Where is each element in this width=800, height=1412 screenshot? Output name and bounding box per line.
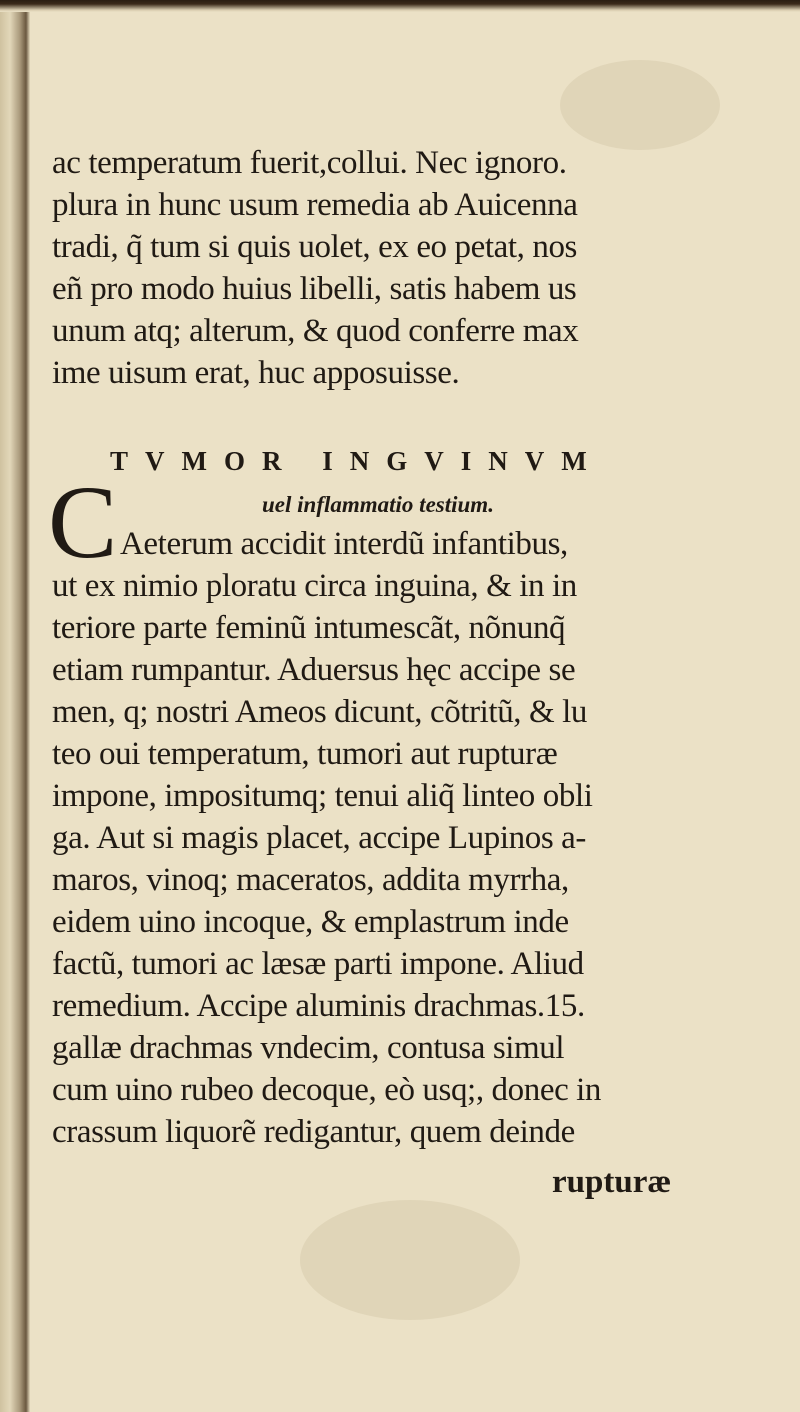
text-line: remedium. Accipe aluminis drachmas.15. bbox=[52, 988, 585, 1024]
text-line: eidem uino incoque, & emplastrum inde bbox=[52, 904, 569, 940]
text-line: teriore parte feminũ intumescãt, nõnunq̃ bbox=[52, 610, 566, 646]
text-line: ime uisum erat, huc apposuisse. bbox=[52, 355, 460, 391]
section-heading: TVMOR INGVINVM bbox=[110, 446, 604, 476]
text-line: ut ex nimio ploratu circa inguina, & in in bbox=[52, 568, 577, 604]
text-line: unum atq; alterum, & quod conferre max bbox=[52, 313, 579, 349]
text-line: cum uino rubeo decoque, eò usq;, donec in bbox=[52, 1072, 602, 1108]
text-line: eñ pro modo huius libelli, satis habem us bbox=[52, 271, 577, 307]
text-line: factũ, tumori ac læsæ parti impone. Aliud bbox=[52, 946, 584, 982]
section-subheading: uel inflammatio testium. bbox=[262, 492, 494, 517]
text-line: impone, impositumq; tenui aliq̃ linteo obli bbox=[52, 778, 593, 814]
paper-stain bbox=[300, 1200, 520, 1320]
text-line: crassum liquorẽ redigantur, quem deinde bbox=[52, 1114, 575, 1150]
text-line: gallæ drachmas vndecim, contusa simul bbox=[52, 1030, 565, 1066]
text-line: teo oui temperatum, tumori aut rupturæ bbox=[52, 736, 558, 772]
text-line: etiam rumpantur. Aduersus hęc accipe se bbox=[52, 652, 576, 688]
text-line: plura in hunc usum remedia ab Auicenna bbox=[52, 187, 578, 223]
book-binding bbox=[0, 0, 30, 1412]
text-line: ac temperatum fuerit,collui. Nec ignoro. bbox=[52, 145, 567, 181]
text-line: men, q; nostri Ameos dicunt, cõtritũ, & lu bbox=[52, 694, 587, 730]
page-top-edge bbox=[0, 0, 800, 12]
text-line: maros, vinoq; maceratos, addita myrrha, bbox=[52, 862, 569, 898]
paper-stain bbox=[560, 60, 720, 150]
drop-cap-initial: C bbox=[48, 465, 118, 580]
text-line: Aeterum accidit interdũ infantibus, bbox=[120, 526, 568, 562]
catchword: rupturæ bbox=[552, 1164, 672, 1200]
text-line: tradi, q̃ tum si quis uolet, ex eo petat, nos bbox=[52, 229, 577, 265]
text-line: ga. Aut si magis placet, accipe Lupinos a- bbox=[52, 820, 586, 856]
